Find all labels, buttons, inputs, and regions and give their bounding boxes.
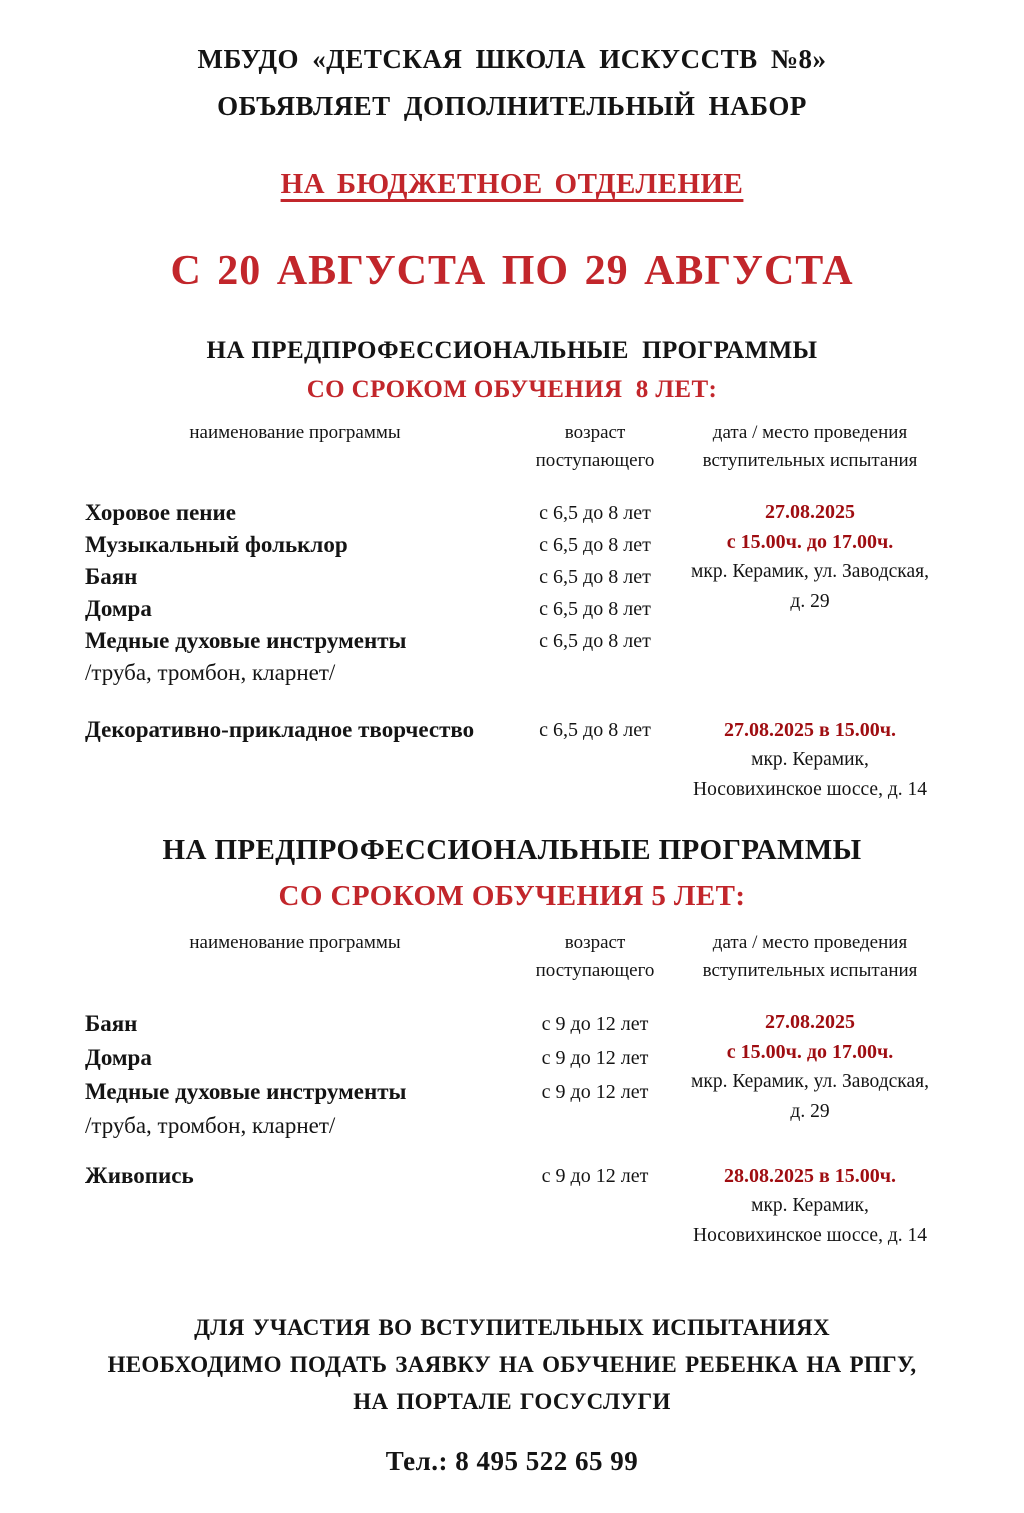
exam-address-line2: Носовихинское шоссе, д. 14	[692, 779, 928, 800]
exam-date: 27.08.2025	[765, 501, 855, 523]
application-notice-line1: ДЛЯ УЧАСТИЯ ВО ВСТУПИТЕЛЬНЫХ ИСПЫТАНИЯХ	[194, 1315, 830, 1340]
column-header-age-line1: возраст	[564, 422, 626, 443]
program-age: с 9 до 12 лет	[541, 1047, 649, 1069]
exam-time: с 15.00ч. до 17.00ч.	[726, 1041, 894, 1063]
program-age: с 9 до 12 лет	[541, 1013, 649, 1035]
column-header-program-name: наименование программы	[189, 932, 401, 953]
program-age: с 6,5 до 8 лет	[539, 598, 651, 620]
exam-address-line1: мкр. Керамик, ул. Заводская,	[691, 1071, 929, 1092]
column-header-age-line2: поступающего	[535, 960, 655, 981]
program-age: с 9 до 12 лет	[541, 1081, 649, 1103]
column-header-date-line2: вступительных испытания	[702, 960, 918, 981]
program-name: Баян	[85, 1011, 138, 1036]
section-5-heading-line2: СО СРОКОМ ОБУЧЕНИЯ 5 ЛЕТ:	[278, 880, 746, 912]
exam-address-line1: мкр. Керамик, ул. Заводская,	[691, 561, 929, 582]
table-5-extra-row	[85, 1161, 935, 1251]
exam-date-place-cell	[685, 715, 935, 805]
section-8-heading-line2: СО СРОКОМ ОБУЧЕНИЯ 8 ЛЕТ:	[306, 376, 718, 403]
page-title-line2: ОБЪЯВЛЯЕТ ДОПОЛНИТЕЛЬНЫЙ НАБОР	[217, 91, 807, 121]
program-age	[505, 1109, 685, 1143]
section-8-heading	[0, 331, 1024, 409]
program-age: с 6,5 до 8 лет	[539, 719, 651, 741]
table-5-body	[85, 1007, 935, 1143]
table-8-extra-row	[85, 715, 935, 805]
exam-address-line1: мкр. Керамик,	[751, 749, 869, 770]
program-age: с 6,5 до 8 лет	[539, 534, 651, 556]
column-header-age	[505, 929, 685, 985]
announcement-page	[0, 36, 1024, 1513]
program-name: Медные духовые инструменты	[85, 1079, 407, 1104]
exam-address-line2: д. 29	[790, 591, 830, 612]
exam-time: с 15.00ч. до 17.00ч.	[726, 531, 894, 553]
program-name: Живопись	[85, 1163, 194, 1188]
exam-date-place-cell	[685, 1161, 935, 1251]
program-age: с 6,5 до 8 лет	[539, 566, 651, 588]
budget-heading-text: НА БЮДЖЕТНОЕ ОТДЕЛЕНИЕ	[280, 168, 744, 200]
column-header-date-line1: дата / место проведения	[712, 422, 908, 443]
program-name: Хоровое пение	[85, 500, 237, 525]
column-header-date-place	[685, 419, 935, 475]
program-name: Медные духовые инструменты	[85, 628, 407, 653]
program-age: с 6,5 до 8 лет	[539, 502, 651, 524]
table-8-years	[0, 419, 1024, 805]
column-header-age-line2: поступающего	[535, 450, 655, 471]
program-name: Домра	[85, 596, 152, 621]
program-age: с 6,5 до 8 лет	[539, 630, 651, 652]
column-header-date-line2: вступительных испытания	[702, 450, 918, 471]
column-header-age	[505, 419, 685, 475]
program-name: Декоративно-прикладное творчество	[85, 717, 475, 742]
program-name-note: /труба, тромбон, кларнет/	[85, 660, 336, 685]
date-range-heading: С 20 АВГУСТА ПО 29 АВГУСТА	[170, 248, 854, 294]
column-header-program-name: наименование программы	[189, 422, 401, 443]
exam-address-line1: мкр. Керамик,	[751, 1195, 869, 1216]
column-header-date-place	[685, 929, 935, 985]
page-title	[0, 36, 1024, 130]
program-name: Домра	[85, 1045, 152, 1070]
column-header-age-line1: возраст	[564, 932, 626, 953]
table-5-years	[0, 929, 1024, 1251]
program-name: Музыкальный фольклор	[85, 532, 348, 557]
exam-datetime: 28.08.2025 в 15.00ч.	[723, 1165, 897, 1187]
application-notice-line3: НА ПОРТАЛЕ ГОСУСЛУГИ	[353, 1389, 671, 1414]
exam-datetime: 27.08.2025 в 15.00ч.	[723, 719, 897, 741]
table-5-header-row	[85, 929, 935, 985]
application-notice-line2: НЕОБХОДИМО ПОДАТЬ ЗАЯВКУ НА ОБУЧЕНИЕ РЕБЕНКА НА РПГУ,	[107, 1352, 917, 1377]
table-8-body	[85, 497, 935, 689]
program-age	[505, 657, 685, 689]
phone-number: Тел.: 8 495 522 65 99	[385, 1446, 639, 1476]
section-8-heading-line1: НА ПРЕДПРОФЕССИОНАЛЬНЫЕ ПРОГРАММЫ	[206, 337, 818, 364]
exam-date-place-cell	[685, 1007, 935, 1143]
section-5-heading-line1: НА ПРЕДПРОФЕССИОНАЛЬНЫЕ ПРОГРАММЫ	[162, 834, 862, 866]
application-notice	[0, 1309, 1024, 1420]
exam-address-line2: д. 29	[790, 1101, 830, 1122]
exam-date: 27.08.2025	[765, 1011, 855, 1033]
program-age: с 9 до 12 лет	[541, 1165, 649, 1187]
program-name-note: /труба, тромбон, кларнет/	[85, 1113, 336, 1138]
exam-address-line2: Носовихинское шоссе, д. 14	[692, 1225, 928, 1246]
program-name: Баян	[85, 564, 138, 589]
budget-heading	[0, 168, 1024, 201]
table-8-header-row	[85, 419, 935, 475]
exam-date-place-cell	[685, 497, 935, 689]
column-header-date-line1: дата / место проведения	[712, 932, 908, 953]
section-5-heading	[0, 827, 1024, 919]
page-title-line1: МБУДО «ДЕТСКАЯ ШКОЛА ИСКУССТВ №8»	[197, 44, 827, 74]
